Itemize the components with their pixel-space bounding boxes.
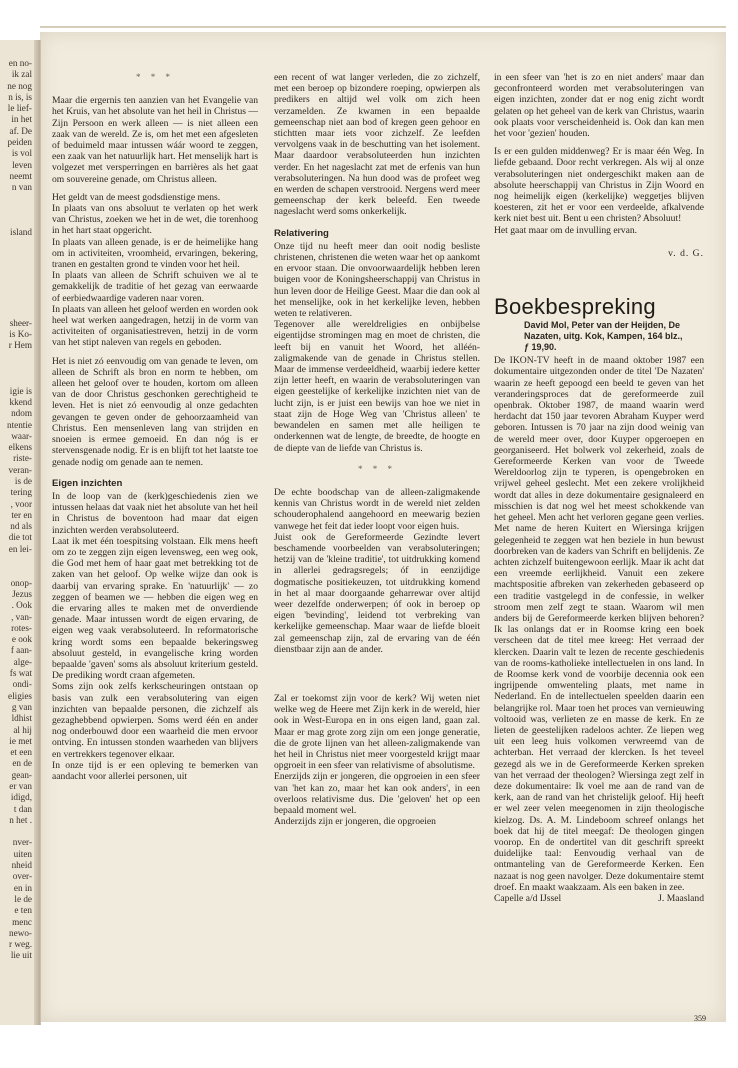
- paragraph: Laat ik met één toespitsing volstaan. Elk mens heeft om zo te zeggen zijn eigen levensweg, een weg ook, die God met hem of haar gaat met betrekking tot de zaken van het geloof. Op welke wijze dan ook is daarbij van ervaring sprake. En 'natuurlijk' — zo zeggen of beamen we — hebben die eigen weg en die ervaring alles te maken met de onverdiende genade. Maar intussen wordt de eigen ervaring, de eigen weg vaak verabsoluteerd. In reformatorische kring wordt soms een bepaalde bekeringsweg absoluut gesteld, in evangelische kring worden bepaalde 'gaven' soms als absoluut kriterium gesteld. De prediking wordt craan afgemeten.: [52, 535, 258, 682]
- previous-page-strip: [0, 40, 41, 1025]
- paragraph: Het geldt van de meest godsdienstige mens.: [52, 191, 221, 203]
- paragraph: De echte boodschap van de alleen-zaligmakende kennis van Christus wordt in de wereld niet zelden schouderophalend aangehoord en meewarig bezien vanwege het feit dat ieder loopt voor eigen huis.: [274, 486, 480, 532]
- review-paragraph: De IKON-TV heeft in de maand oktober 1987 een dokumentaire uitgezonden onder de titel 'De Nazaten' waarin ze heeft gepoogd een beeld te geven van het veranderingsproces dat de gereformeerde zuil openbrak. Oktober 1987, de maand waarin werd herdacht dat 150 jaar tevoren Abraham Kuyper werd geboren. Intussen is 70 jaar na zijn dood weinig van de wereld meer over, door Kuyper opgeroepen en georganiseerd. Het bolwerk vol zekerheid, zoals de Gereformeerde Kerken van voor de Tweede Wereldoorlog zijn te typeren, is opengebroken en vrijwel geheel geslecht. Met een zekere vrolijkheid wordt dat alles in deze dokumentaire gesignaleerd en misschien is dat nog wel het meest schokkende van het geheel. Men acht het verloren gegane geen verlies. Met name de heren Kuitert en Wiersinga krijgen gelegenheid te zeggen wat hen beziele in hun bewust doorbreken van de kaders van Schrift en belijdenis. Ze achten zichzelf buitengewoon eerlijk. Maar ik acht dat een vreemde eerlijkheid. Vanuit een zekere machtspositie afbreken van zekerheden gebaseerd op een traditie vastgelegd in de confessie, in welker stroom men zelf zegt te staan. Waarom wil men anders bij de Gereformeerde kerken blijven behoren? Ik las onlangs dat er in Roomse kring een boek verscheen dat de titel mee kreeg: Het verraad der klercken. Daarin valt te lezen de recente geschiedenis van de rooms-katholieke intellectuelen in ons land. In de Roomse kerk vond de voorbije decennia ook een ingrijpende omwenteling plaats, met name in Nederland. En de intellectuelen speelden daarin een belangrijke rol. Maar toen het proces van vernieuwing voltooid was, verlieten ze en masse de kerk. En ze lieten de geestelijken radeloos achter. Ze liepen weg uit een leeg huis volkomen verwreemd van de achterban. Het verraad der klercken. Is het teveel gezegd als we in de Gereformeerde Kerken spreken van het verraad der theologen? Wiersinga zegt zelf in deze dokumentaire: Ik voel me aan de rand van de kerk, aan de rand van het christelijk geloof. Hij heeft er wel zeer velen meegenomen in zijn theologische kielzog. Ds. A. M. Lindeboom schreef onlangs het boek dat hij de titel meegaf: De theologen gingen voorop. En de ondertitel van dit geschrift spreekt duidelijke taal: Eenvoudig verhaal van de ontmanteling van de Gereformeerde Kerken. Een nazaat is nog geen navolger. Deze dokumentaire stemt droef. En maakt waakzaam. Als een baken in zee.: [494, 355, 704, 893]
- column-3: [494, 72, 704, 904]
- paragraph: In plaats van ons absoluut te verlaten op het werk van Christus, zoeken we het in de wet, die torenhoog in het hart staat opgericht.: [52, 203, 258, 237]
- paragraph: In de loop van de (kerk)geschiedenis zien we intussen helaas dat vaak niet het absolute van het heil in Christus de boventoon had maar dat eigen inzichten werden verabsoluteerd.: [52, 490, 258, 536]
- page-fold: [34, 40, 40, 1025]
- section-title-boekbespreking: Boekbespreking: [494, 294, 656, 320]
- subheading-relativering: Relativering: [274, 227, 329, 239]
- paragraph: In plaats van alleen het geloof werden en worden ook heel wat werken aangedragen, hetzij in de vorm van activiteiten of organisatiestreven, hetzij in de vorm van het stipt naleven van regels en geboden.: [52, 303, 258, 349]
- page-number: 359: [694, 1014, 706, 1023]
- section-stars: * * *: [136, 72, 174, 82]
- paragraph: Het is niet zó eenvoudig om van genade te leven, om alleen de Schrift als bron en norm te hebben, om alleen het geloof over te houden, kortom om alleen van de door Christus geschonken gerechtigheid te leven. Het is niet zó eenvoudig al onze gedachten gevangen te geven onder de gehoorzaamheid van Christus. Een mensenleven lang van strijden en snoeien is ermee gemoeid. En dan nóg is er stervensgenade nodig. Er is en blijft tot het laatste toe genade nodig om genade aan te nemen.: [52, 355, 258, 468]
- paragraph: In plaats van alleen genade, is er de heimelijke hang om in activiteiten, vroomheid, ervaringen, bekering, tranen en gestalten grond te vinden voor het heil.: [52, 236, 258, 271]
- paragraph: in een sfeer van 'het is zo en niet anders' maar dan geconfronteerd worden met verabsoluteringen van eigen inzichten, zonder dat er nog enig zicht wordt gelaten op het geheel van de kerk van Christus, waarin ook plaats voor verscheidenheid is. Ook dan kan men het voor 'gezien' houden.: [494, 72, 704, 140]
- paragraph: Het gaat maar om de invulling ervan.: [494, 224, 638, 236]
- previous-page-text: en no- ik zal ne nog n is, is le lief- in het af. De peiden is vol leven neemt n van island sheer- is Ko- r Hem igie is kkend ndom ntentie waar- elkens riste- veran- is de tering , voor ter en nd als die tot en lei- onop- Jezus . Ook , van- rotes- e ook f aan- alge- fs wat ondi- eligies g van ldhist al hij ie met et een en de gean- er van idigd, t dan n het . nver- uiten nheid over- en in le de e ten menc newo- r weg. lie uit: [6, 58, 32, 961]
- paragraph: In plaats van alleen de Schrift schuiven we al te gemakkelijk de traditie of het gezag van eerwaarde of eerbiedwaardige vaderen naar voren.: [52, 270, 258, 304]
- review-signature: [494, 893, 704, 904]
- column-1: [52, 72, 258, 782]
- book-reference: [524, 320, 704, 353]
- review-place: Capelle a/d IJssel: [494, 893, 562, 904]
- paragraph: Anderzijds zijn er jongeren, die opgroeien: [274, 816, 436, 828]
- paragraph: Onze tijd nu heeft meer dan ooit nodig besliste christenen, christenen die weten waar het op aankomt en ervoor staan. Die onvoorwaardelijk hebben leren buigen voor de Koningsheerschappij van Christus in hun leven door de Heilige Geest. Maar die dan ook al het menselijke, ook in het kerkelijke leven, hebben weten te relativeren.: [274, 240, 480, 320]
- paragraph: Is er een gulden middenweg? Er is maar één Weg. In liefde gebaand. Door recht verkregen. Als wij al onze verabsoluteringen niet ondergeschikt maken aan de absolute heerschappij van Christus in Zijn Woord en nog heimelijk eigen (kerkelijke) weggetjes blijven koesteren, zit het er voor een verdeelde, afkalvende kerk niet best uit. Bent u een christen? Absoluut!: [494, 146, 704, 225]
- review-author: J. Maasland: [658, 893, 704, 904]
- book-price: ƒ 19,90.: [524, 342, 557, 353]
- paragraph: Zal er toekomst zijn voor de kerk? Wij weten niet welke weg de Heere met Zijn kerk in de wereld, hier ook in West-Europa en in ons eigen land, gaan zal. Maar er mag grote zorg zijn om een jonge generatie, die de grote lijnen van het alleen-zaligmakende van het heil in Christus niet meer voorgesteld krijgt maar opgroeit in een sfeer van relativisme of absolutisme.: [274, 692, 480, 772]
- paragraph: Soms zijn ook zelfs kerkscheuringen ontstaan op basis van zulk een verabsolutering van eigen inzichten van bepaalde personen, die zichzelf als gezaghebbend opwierpen. Soms werd één en ander nog onderbouwd door een waarheid die men ervoor ontving. En intussen stonden waarheden van blijvers en vertrekkers tegenover elkaar.: [52, 681, 258, 760]
- paragraph: Maar die ergernis ten aanzien van het Evangelie van het Kruis, van het absolute van het heil in Christus — Zijn Persoon en werk alleen — is niet alleen een zaak van de wereld. Ze is, om het met een afgesleten of beduimeld maar intussen wáár woord te zeggen, een zaak van het natuurlijk hart. Het menselijk hart is volgezet met versperringen en barrières als het gaat om souvereine genade, om Christus alleen.: [52, 95, 258, 185]
- paragraph: Juist ook de Gereformeerde Gezindte levert beschamende voorbeelden van verabsoluteringen; hetzij van de 'kleine traditie', tot uitdrukking komend in allerlei gedragsregels; óf in eenzijdige dogmatische positiekeuzen, tot uitdrukking komend in het al maar doorgaande geharrewar over altijd weer dezelfde onderwerpen; óf ook in beroep op eigen 'bevinding', leidend tot verbreking van kerkelijke gemeenschap. Maar waar de liefde bloeit zal gemeenschap zijn, zal de ervaring van de één dienstbaar zijn aan de ander.: [274, 531, 480, 655]
- paragraph: een recent of wat langer verleden, die zo zichzelf, met een beroep op bizondere roeping, opwierpen als predikers en altijd wel volk om zich heen verzamelden. Ze kwamen in een bepaalde gemeenschap niet aan bod of kregen geen gehoor en stichtten maar iets voor zichzelf. Ze leefden vervolgens vaak in de beschutting van het isolement. Maar daardoor verabsoluteerden hun inzichten verder. En het nageslacht zat met de erfenis van hun verabsoluteringen. Na hun dood was de profeet weg en werden de schapen verstrooid. Nergens werd meer gemeenschap der kerk beleefd. Een tweede nageslacht werd soms onkerkelijk.: [274, 72, 480, 218]
- paragraph: In onze tijd is er een opleving te bemerken van aandacht voor allerlei personen, uit: [52, 759, 258, 782]
- author-initials: v. d. G.: [668, 247, 704, 259]
- column-2: [274, 72, 480, 827]
- paragraph: Tegenover alle wereldreligies en onbijbelse eigentijdse stromingen mag en moet de christen, die leeft bij en vanuit het Woord, het alléén-zaligmakende van de genade in Christus stellen. Maar de immense verdeeldheid, waarbij iedere ketter zijn letter heeft, en waarin de verabsoluteringen van eigen geestelijke of kerkelijke inzichten niet van de lucht zijn, is er juist een bewijs van hoe we niet in staat zijn de Hoge Weg van 'Christus alleen' te bewandelen en samen met alle heiligen te onderkennen wat de lengte, de breedte, de hoogte en de diepte van de liefde van Christus is.: [274, 319, 480, 454]
- paragraph: Enerzijds zijn er jongeren, die opgroeien in een sfeer van 'het kan zo, maar het kan ook anders', in een overloos relativisme dus. Die 'geloven' het op een bepaald moment wel.: [274, 771, 480, 816]
- section-stars: * * *: [358, 463, 396, 474]
- top-shadow: [40, 26, 726, 28]
- subheading-eigen-inzichten: Eigen inzichten: [52, 477, 123, 489]
- book-reference-line: David Mol, Peter van der Heijden, De Nazaten, uitg. Kok, Kampen, 164 blz.,: [524, 320, 683, 342]
